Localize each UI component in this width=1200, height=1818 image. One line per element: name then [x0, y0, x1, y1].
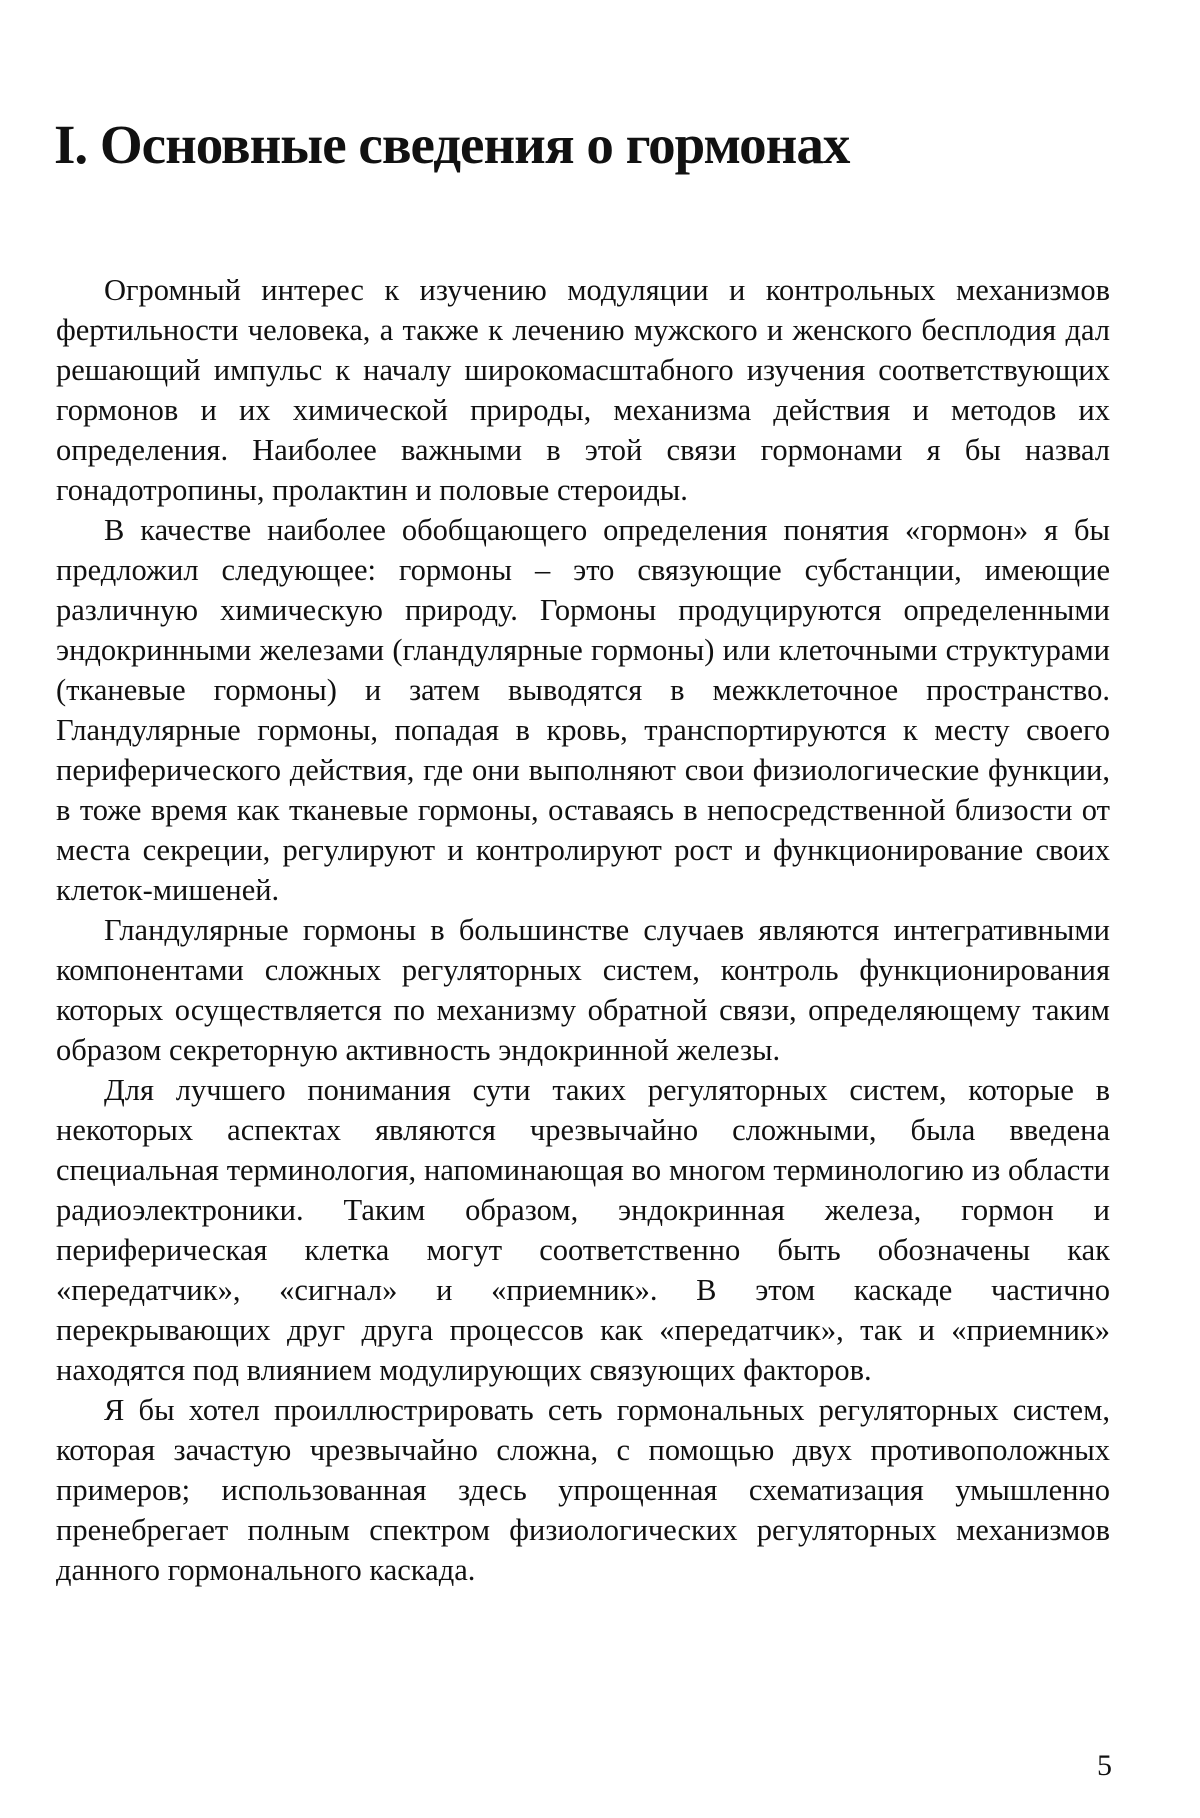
paragraph: В качестве наиболее обобщающего определения понятия «гормон» я бы предложил следующее: гормоны – это связующие субстанции, имеющие различную химическую природу. Гормоны продуцируются определенными эндокринными железами (гландулярные гормоны) или клеточными структурами (тканевые гормоны) и затем выводятся в межклеточное пространство. Гландулярные гормоны, попадая в кровь, транспортируются к месту своего периферического действия, где они выполняют свои физиологические функции, в тоже время как тканевые гормоны, оставаясь в непосредственной близости от места секреции, регулируют и контролируют рост и функционирование своих клеток-мишеней. [56, 513, 1110, 907]
chapter-title: I. Основные сведения о гормонах [54, 114, 850, 175]
paragraph: Я бы хотел проиллюстрировать сеть гормональных регуляторных систем, которая зачастую чрезвычайно сложна, с помощью двух противоположных примеров; использованная здесь упрощенная схематизация умышленно пренебрегает полным спектром физиологических регуляторных механизмов данного гормонального каскада. [56, 1393, 1110, 1587]
body-text [56, 270, 1110, 1590]
paragraph: Огромный интерес к изучению модуляции и контрольных механизмов фертильности человека, а также к лечению мужского и женского бесплодия дал решающий импульс к началу широкомасштабного изучения соответствующих гормонов и их химической природы, механизма действия и методов их определения. Наиболее важными в этой связи гормонами я бы назвал гонадотропины, пролактин и половые стероиды. [56, 273, 1110, 507]
paragraph: Для лучшего понимания сути таких регуляторных систем, которые в некоторых аспектах являются чрезвычайно сложными, была введена специальная терминология, напоминающая во многом терминологию из области радиоэлектроники. Таким образом, эндокринная железа, гормон и периферическая клетка могут соответственно быть обозначены как «передатчик», «сигнал» и «приемник». В этом каскаде частично перекрывающих друг друга процессов как «передатчик», так и «приемник» находятся под влиянием модулирующих связующих факторов. [56, 1073, 1110, 1387]
paragraph: Гландулярные гормоны в большинстве случаев являются интегративными компонентами сложных регуляторных систем, контроль функционирования которых осуществляется по механизму обратной связи, определяющему таким образом секреторную активность эндокринной железы. [56, 913, 1110, 1067]
page-number: 5 [1097, 1749, 1112, 1782]
